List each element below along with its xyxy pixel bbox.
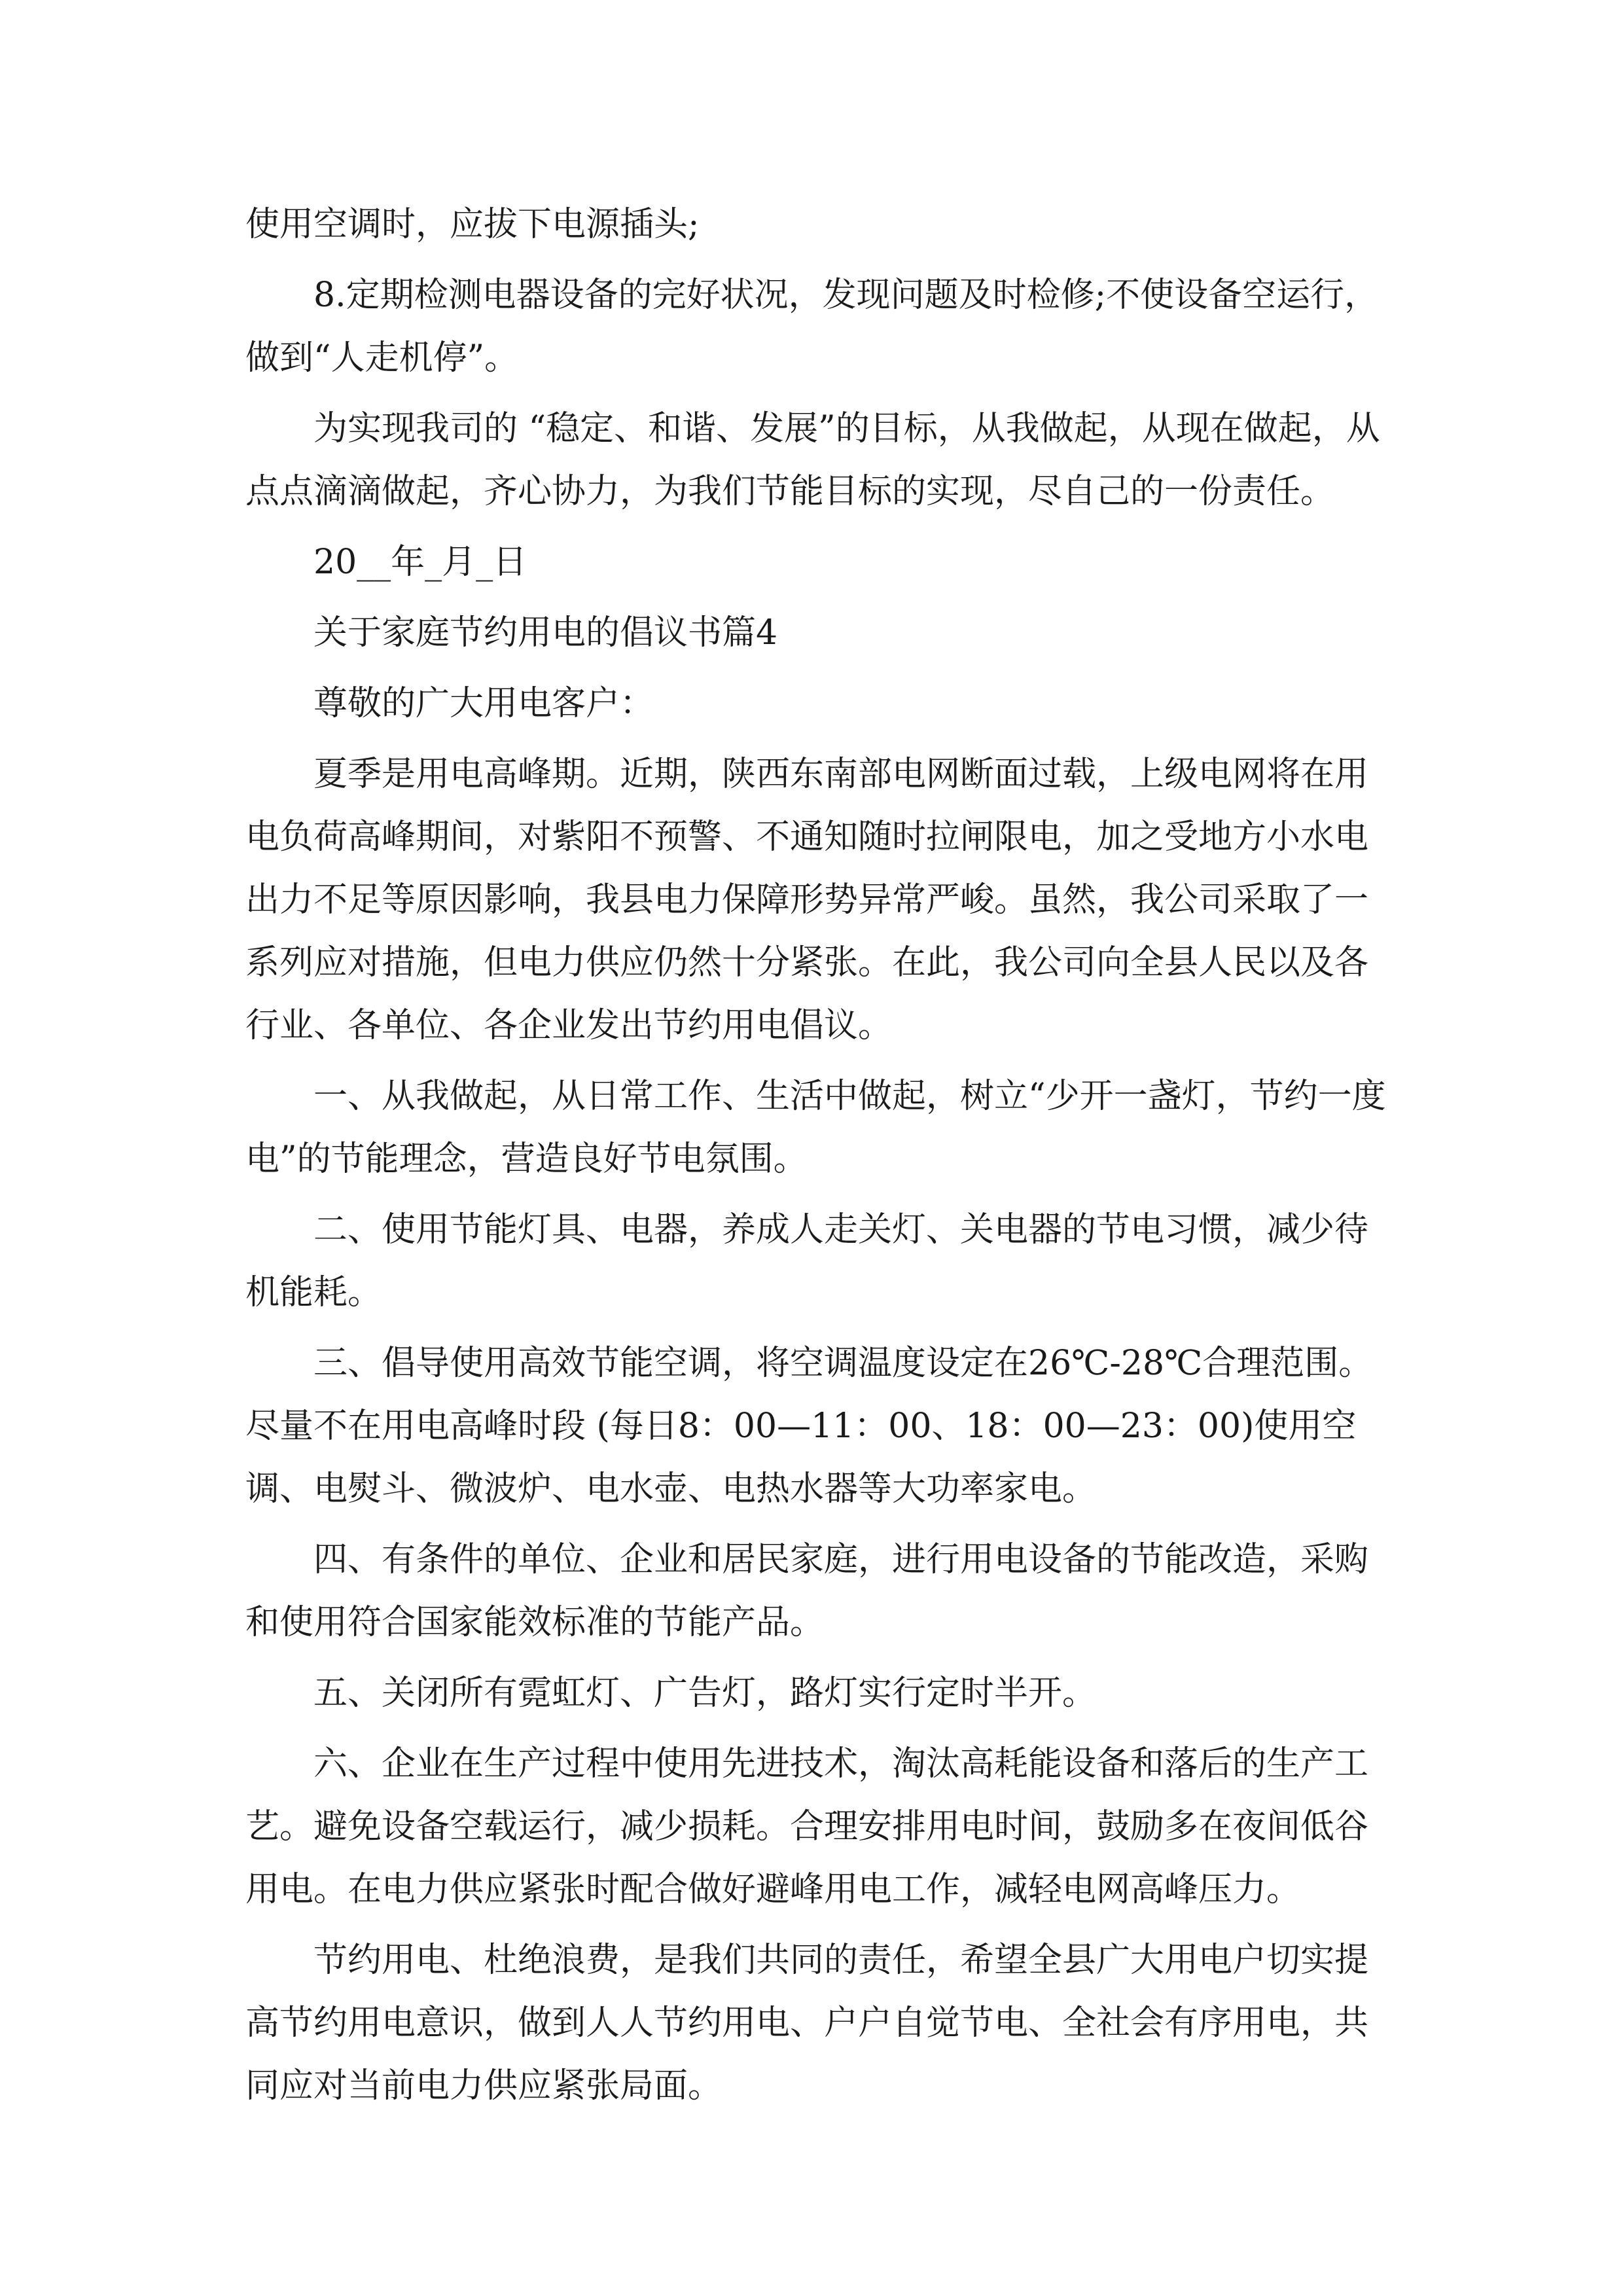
salutation: 尊敬的广大用电客户： <box>313 684 654 723</box>
paragraph-conclusion: 节约用电、杜绝浪费，是我们共同的责任，希望全县广大用电户切实提高节约用电意识，做到人人节约用电、户户自觉节电、全社会有序用电，共同应对当前电力供应紧张局面。 <box>245 1941 1369 2106</box>
paragraph-point-2: 二、使用节能灯具、电器，养成人走关灯、关电器的节电习惯，减少待机能耗。 <box>245 1210 1369 1312</box>
paragraph-summer-peak: 夏季是用电高峰期。近期，陕西东南部电网断面过载，上级电网将在用电负荷高峰期间，对紫阳不预警、不通知随时拉闸限电，加之受地方小水电出力不足等原因影响，我县电力保障形势异常严峻。虽然，我公司采取了一系列应对措施，但电力供应仍然十分紧张。在此，我公司向全县人民以及各行业、各单位、各企业发出节约用电倡议。 <box>245 755 1369 1045</box>
date-line: 20__年_月_日 <box>313 543 527 582</box>
paragraph-item-8: 8.定期检测电器设备的完好状况，发现问题及时检修;不使设备空运行，做到“人走机停”。 <box>245 276 1379 378</box>
document-body <box>245 193 1387 2117</box>
paragraph-aircon-unplug: 使用空调时，应拔下电源插头; <box>245 205 700 244</box>
paragraph-point-3: 三、倡导使用高效节能空调，将空调温度设定在26℃-28℃合理范围。尽量不在用电高峰时段 (每日8：00—11：00、18：00—23：00)使用空调、电熨斗、微波炉、电水壶、电热水器等大功率家电。 <box>245 1344 1373 1509</box>
paragraph-company-goal: 为实现我司的 “稳定、和谐、发展”的目标，从我做起，从现在做起，从点点滴滴做起，齐心协力，为我们节能目标的实现，尽自己的一份责任。 <box>245 409 1380 511</box>
paragraph-point-1: 一、从我做起，从日常工作、生活中做起，树立“少开一盏灯，节约一度电”的节能理念，营造良好节电氛围。 <box>245 1077 1386 1179</box>
paragraph-point-5: 五、关闭所有霓虹灯、广告灯，路灯实行定时半开。 <box>313 1674 1097 1713</box>
section-title: 关于家庭节约用电的倡议书篇4 <box>313 613 778 653</box>
paragraph-point-4: 四、有条件的单位、企业和居民家庭，进行用电设备的节能改造，采购和使用符合国家能效标准的节能产品。 <box>245 1540 1369 1642</box>
paragraph-point-6: 六、企业在生产过程中使用先进技术，淘汰高耗能设备和落后的生产工艺。避免设备空载运行，减少损耗。合理安排用电时间，鼓励多在夜间低谷用电。在电力供应紧张时配合做好避峰用电工作，减轻电网高峰压力。 <box>245 1744 1369 1909</box>
